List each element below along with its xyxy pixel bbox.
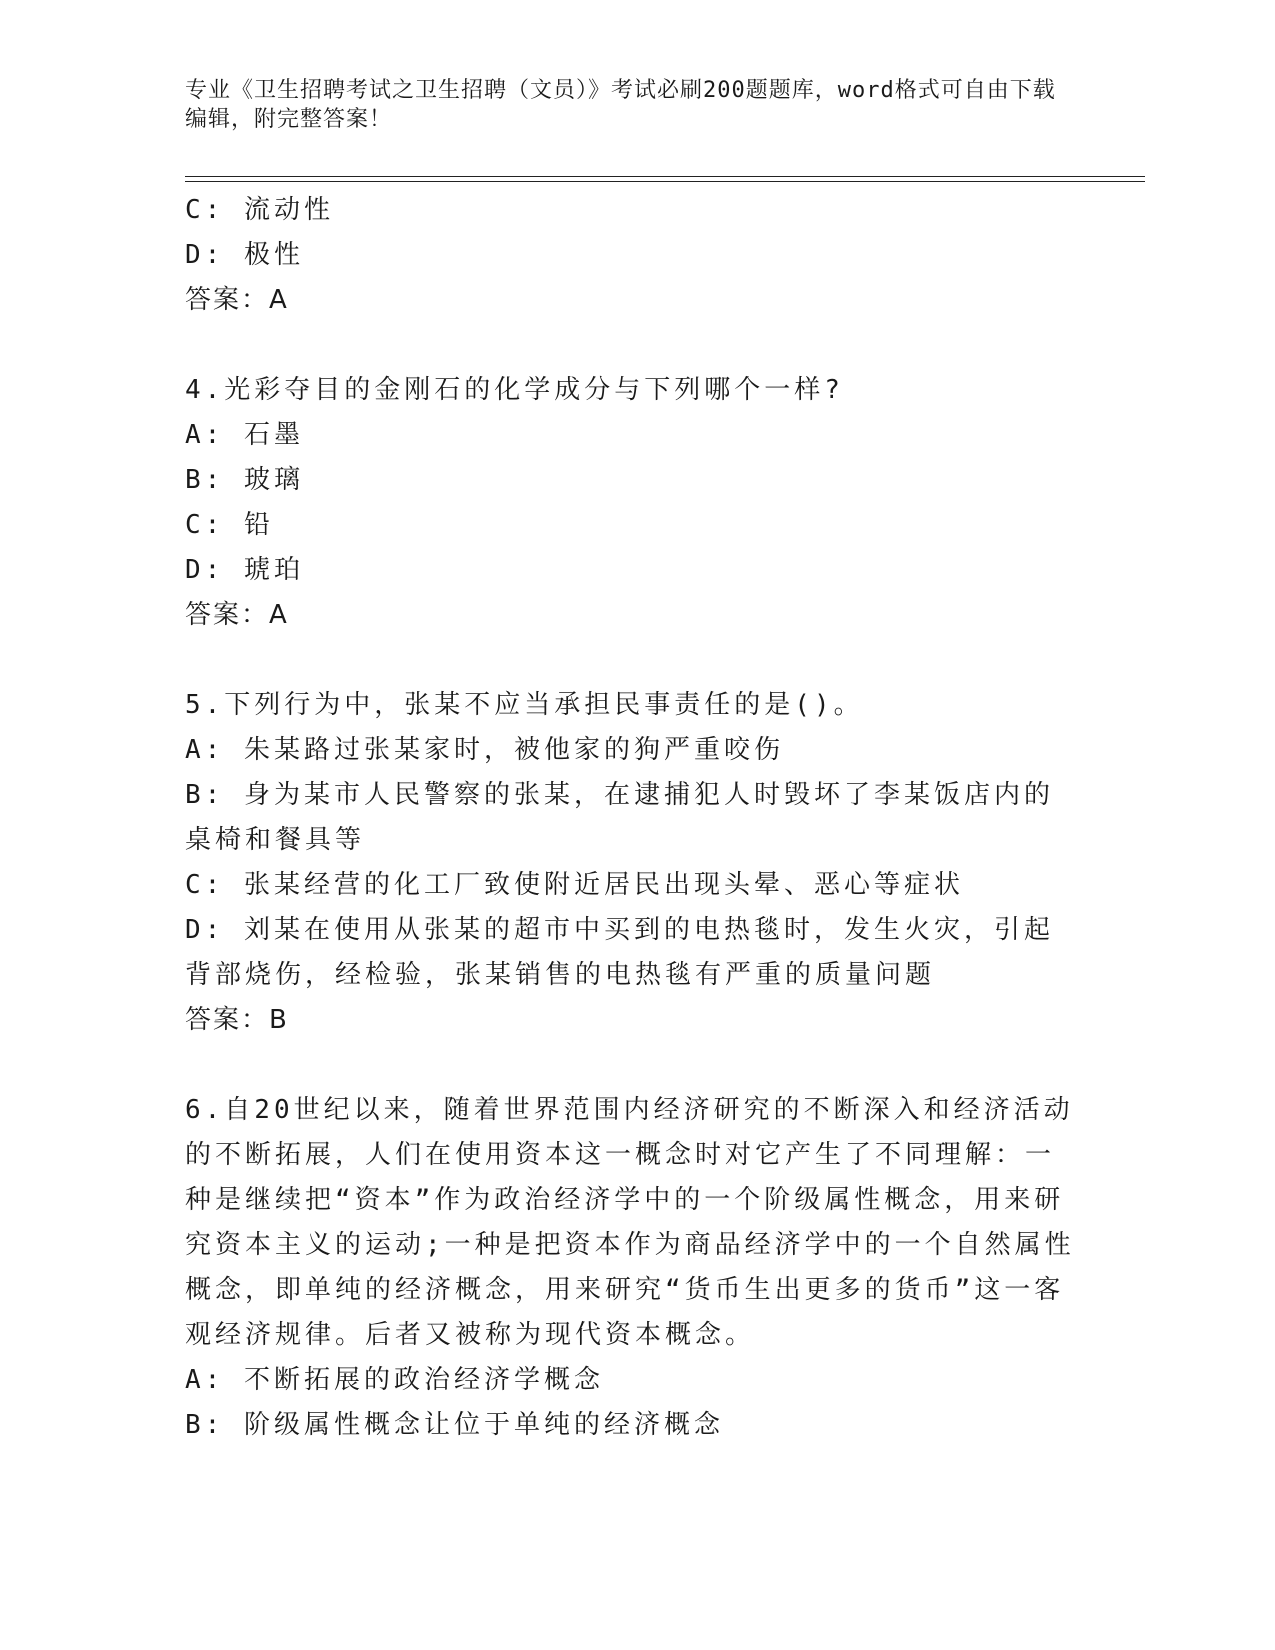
option-d: D: 刘某在使用从张某的超市中买到的电热毯时，发生火灾，引起背部烧伤，经检验，张某销售的电热毯有严重的质量问题 <box>185 915 1054 990</box>
option-a: A: 石墨 <box>185 420 304 450</box>
option-d: D: 极性 <box>185 240 304 270</box>
option-a: A: 不断拓展的政治经济学概念 <box>185 1365 604 1395</box>
option-a: A: 朱某路过张某家时，被他家的狗严重咬伤 <box>185 735 784 765</box>
option-b: B: 玻璃 <box>185 465 304 495</box>
spacer <box>185 323 1075 368</box>
spacer <box>185 1043 1075 1088</box>
option-c: C: 流动性 <box>185 195 334 225</box>
option-b: B: 身为某市人民警察的张某，在逮捕犯人时毁坏了李某饭店内的桌椅和餐具等 <box>185 780 1054 855</box>
question-list <box>185 188 1075 1448</box>
option-b: B: 阶级属性概念让位于单纯的经济概念 <box>185 1410 724 1440</box>
question-3-continued <box>185 188 1075 323</box>
spacer <box>185 638 1075 683</box>
question-stem: 5.下列行为中，张某不应当承担民事责任的是()。 <box>185 690 864 720</box>
question-5 <box>185 683 1075 1043</box>
question-stem: 4.光彩夺目的金刚石的化学成分与下列哪个一样? <box>185 375 844 405</box>
header-divider-bottom <box>185 181 1145 182</box>
question-4 <box>185 368 1075 638</box>
question-6 <box>185 1088 1075 1448</box>
answer-label: 答案：B <box>185 1005 289 1035</box>
answer-label: 答案：A <box>185 285 289 315</box>
option-d: D: 琥珀 <box>185 555 304 585</box>
option-c: C: 张某经营的化工厂致使附近居民出现头晕、恶心等症状 <box>185 870 964 900</box>
question-stem: 6.自20世纪以来，随着世界范围内经济研究的不断深入和经济活动的不断拓展，人们在使用资本这一概念时对它产生了不同理解：一种是继续把“资本”作为政治经济学中的一个阶级属性概念，用来研究资本主义的运动;一种是把资本作为商品经济学中的一个自然属性概念，即单纯的经济概念，用来研究“货币生出更多的货币”这一客观经济规律。后者又被称为现代资本概念。 <box>185 1095 1075 1350</box>
document-header: 专业《卫生招聘考试之卫生招聘（文员）》考试必刷200题题库，word格式可自由下载编辑，附完整答案！ <box>185 78 1056 132</box>
header-divider-top <box>185 176 1145 177</box>
answer-label: 答案：A <box>185 600 289 630</box>
option-c: C: 铅 <box>185 510 274 540</box>
